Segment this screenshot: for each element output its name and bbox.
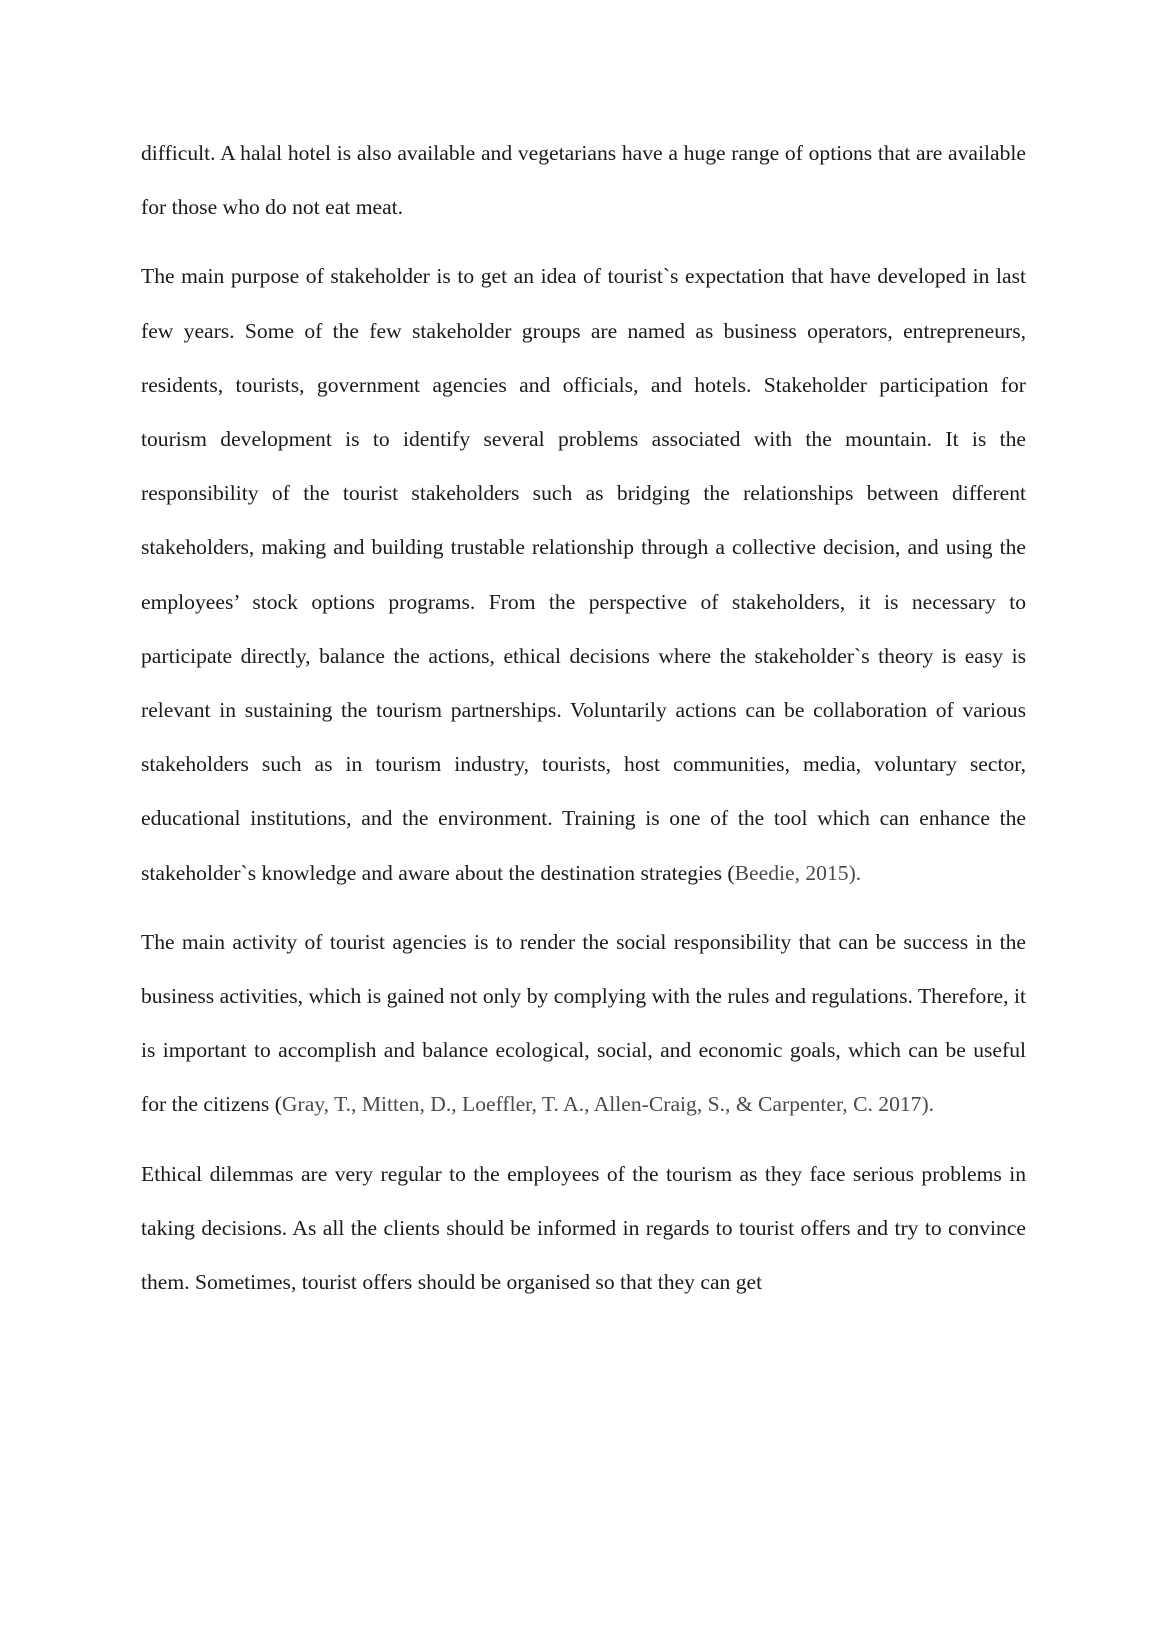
paragraph-3-citation: Gray, T., Mitten, D., Loeffler, T. A., Allen-Craig, S., & Carpenter, C. 2017). (281, 1092, 935, 1117)
paragraph-4 (141, 1147, 1026, 1310)
paragraph-3 (141, 915, 1026, 1132)
paragraph-4-text: Ethical dilemmas are very regular to the employees of the tourism as they face serious problems in taking decisions. As all the clients should be informed in regards to tourist offers and try to convince them. Sometimes, tourist offers should be organised so that they can get (141, 1161, 1026, 1295)
paragraph-2-text: The main purpose of stakeholder is to get an idea of tourist`s expectation that have developed in last few years. Some of the few stakeholder groups are named as business operators, entrepreneurs, residents, tourists, government agencies and officials, and hotels. Stakeholder participation for tourism development is to identify several problems associated with the mountain. It is the responsibility of the tourist stakeholders such as bridging the relationships between different stakeholders, making and building trustable relationship through a collective decision, and using the employees’ stock options programs. From the perspective of stakeholders, it is necessary to participate directly, balance the actions, ethical decisions where the stakeholder`s theory is easy is relevant in sustaining the tourism partnerships. Voluntarily actions can be collaboration of various stakeholders such as in tourism industry, tourists, host communities, media, voluntary sector, educational institutions, and the environment. Training is one of the tool which can enhance the stakeholder`s knowledge and aware about the destination strategies ( (141, 264, 1026, 885)
document-body (141, 126, 1026, 1309)
paragraph-1-text: difficult. A halal hotel is also available and vegetarians have a huge range of options that are available for those who do not eat meat. (141, 141, 1026, 220)
paragraph-3-text: The main activity of tourist agencies is to render the social responsibility that can be success in the business activities, which is gained not only by complying with the rules and regulations. Therefore, it is important to accomplish and balance ecological, social, and economic goals, which can be useful for the citizens ( (141, 929, 1026, 1117)
paragraph-1 (141, 126, 1026, 234)
paragraph-2 (141, 249, 1026, 899)
paragraph-2-citation: Beedie, 2015). (734, 860, 862, 885)
